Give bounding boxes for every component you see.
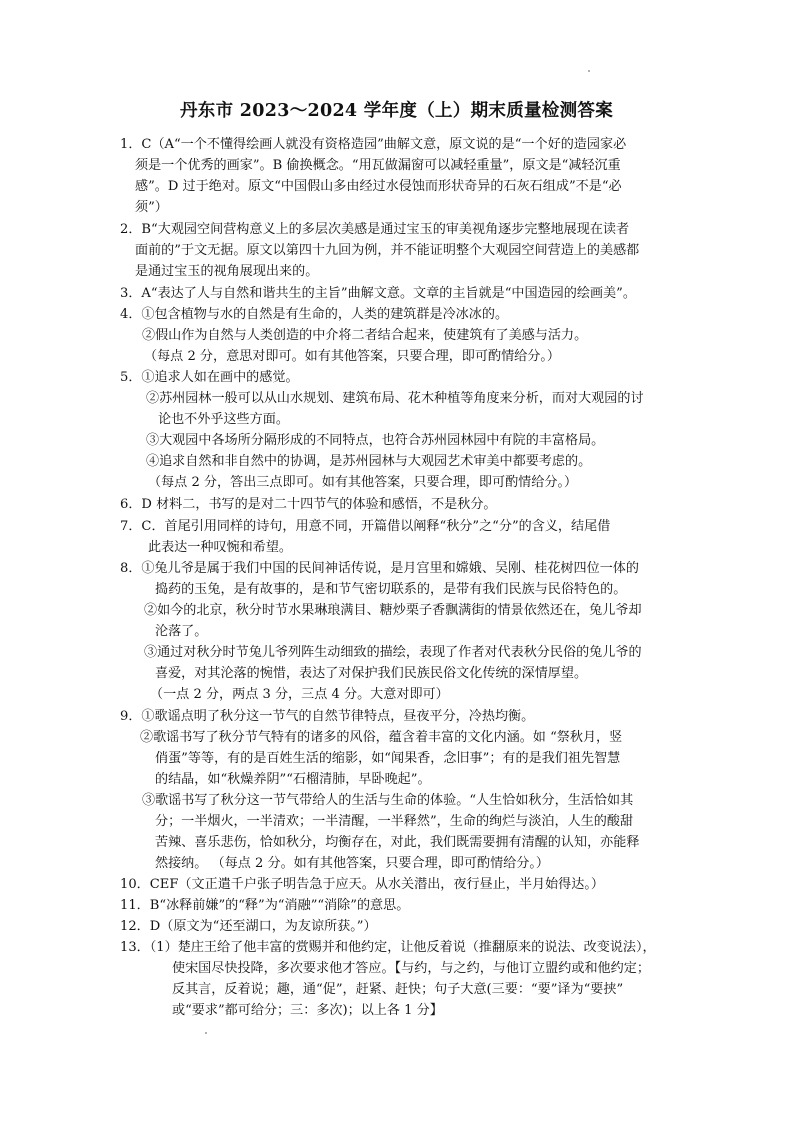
answer-line: 13．（1）楚庄王给了他丰富的赏赐并和他约定，让他反着说（推翻原来的说法、改变说法）， [120, 940, 656, 955]
answer-line: 捣药的玉兔，是有故事的，是和节气密切联系的，是带有我们民族与民俗特色的。 [155, 582, 627, 597]
answer-line: 2．B“大观园空间营构意义上的多层次美感是通过宝玉的审美视角逐步完整地展现在读者 [120, 222, 630, 237]
answer-line: 8．①兔儿爷是属于我们中国的民间神话传说，是月宫里和嫦娥、吴刚、桂花树四位一体的 [120, 561, 639, 576]
answer-line: 1．C（A“一个不懂得绘画人就没有资格造园”曲解文意，原文说的是“一个好的造园家必 [120, 137, 627, 152]
answer-line: ②假山作为自然与人类创造的中介将二者结合起来，使建筑有了美感与活力。 [142, 328, 588, 343]
answer-line: 此表达一种叹惋和希望。 [148, 540, 293, 555]
answer-line: 或“要求”都可给分；三：多次)；以上各 1 分】 [172, 1003, 443, 1018]
answer-line: ③通过对秋分时节兔儿爷列阵生动细致的描绘，表现了作者对代表秋分民俗的兔儿爷的 [144, 645, 642, 660]
answer-line: 9．①歌谣点明了秋分这一节气的自然节律特点，昼夜平分，冷热均衡。 [120, 709, 535, 724]
answer-line: 苦辣、喜乐悲伤，恰如秋分，均衡存在，对此，我们既需要拥有清醒的认知，亦能释 [155, 835, 640, 850]
scoring-note: （一点 2 分，两点 3 分，三点 4 分。大意对即可） [150, 687, 449, 702]
answer-line: 论也不外乎这些方面。 [158, 412, 289, 427]
scoring-note: （每点 2 分，意思对即可。如有其他答案，只要合理，即可酌情给分。） [144, 349, 561, 364]
page-speck [588, 70, 590, 72]
answer-line: ②如今的北京，秋分时节水果琳琅满目、糖炒栗子香飘满街的情景依然还在，兔儿爷却 [144, 603, 642, 618]
answer-line: 须”） [135, 200, 168, 215]
answer-line: 12．D（原文为“还至湖口，为友谅所获。”） [120, 919, 377, 934]
answer-line: 3．A“表达了人与自然和谐共生的主旨”曲解文意。文章的主旨就是“中国造园的绘画美”。 [120, 286, 636, 301]
answer-line: ③歌谣书写了秋分这一节气带给人的生活与生命的体验。“人生恰如秋分，生活恰如其 [142, 793, 634, 808]
answer-line: 俏蛋”等等，有的是百姓生活的缩影，如“闻果香，念旧事”；有的是我们祖先智慧 [155, 751, 621, 766]
answer-line: 面前的”于文无据。原文以第四十九回为例，并不能证明整个大观园空间营造上的美感都 [135, 243, 640, 258]
answer-line: 是通过宝玉的视角展现出来的。 [135, 264, 319, 279]
answer-line: 4．①包含植物与水的自然是有生命的，人类的建筑群是冷冰冰的。 [120, 307, 509, 322]
answer-line: 然接纳。 （每点 2 分。如有其他答案，只要合理，即可酌情给分。） [155, 856, 549, 871]
answer-line: ②歌谣书写了秋分节气特有的诸多的风俗，蕴含着丰富的文化内涵。如 “祭秋月，竖 [140, 730, 623, 745]
page-speck [205, 1032, 207, 1034]
answer-line: 5．①追求人如在画中的感觉。 [120, 370, 299, 385]
answer-line: 10．CEF（文正遣千户张子明告急于应天。从水关潜出，夜行昼止，半月始得达。） [120, 877, 604, 892]
answer-line: ④追求自然和非自然中的协调，是苏州园林与大观园艺术审美中都要考虑的。 [146, 454, 592, 469]
answer-line: 使宋国尽快投降，多次要求他才答应。【与约，与之约，与他订立盟约或和他约定； [172, 961, 650, 976]
answer-line: 6．D 材料二，书写的是对二十四节气的体验和感悟，不是秋分。 [120, 497, 497, 512]
answer-line: 须是一个优秀的画家”。B 偷换概念。“用瓦做漏窗可以减轻重量”，原文是“减轻沉重 [135, 158, 621, 173]
answer-line: 分；一半烟火，一半清欢；一半清醒，一半释然”，生命的绚烂与淡泊，人生的酸甜 [155, 814, 634, 829]
answer-line: 7．C．首尾引用同样的诗句，用意不同，开篇借以阐释“秋分”之“分”的含义，结尾借 [120, 519, 611, 534]
answer-line: 反其言，反着说；趣，通“促”，赶紧、赶快；句子大意(三要：“要”译为“要挟” [172, 982, 624, 997]
answer-line: 11．B“冰释前嫌”的“释”为“消融”“消除”的意思。 [120, 898, 410, 913]
answer-line: 沦落了。 [155, 624, 208, 639]
scoring-note: （每点 2 分，答出三点即可。如有其他答案，只要合理，即可酌情给分。） [148, 475, 578, 490]
answer-line: ②苏州园林一般可以从山水规划、建筑布局、花木种植等角度来分析，而对大观园的讨 [146, 391, 644, 406]
answer-line: 感”。D 过于绝对。原文“中国假山多由经过水侵蚀而形状奇异的石灰石组成”不是“必 [135, 179, 622, 194]
answer-line: ③大观园中各场所分隔形成的不同特点，也符合苏州园林园中有院的丰富格局。 [146, 433, 605, 448]
answer-line: 的结晶，如“秋燥养阴”“石榴清肺，早卧晚起”。 [155, 772, 431, 787]
page-title: 丹东市 2023～2024 学年度（上）期末质量检测答案 [180, 101, 613, 121]
answer-line: 喜爱，对其沦落的惋惜，表达了对保护我们民族民俗文化传统的深情厚望。 [155, 666, 588, 681]
